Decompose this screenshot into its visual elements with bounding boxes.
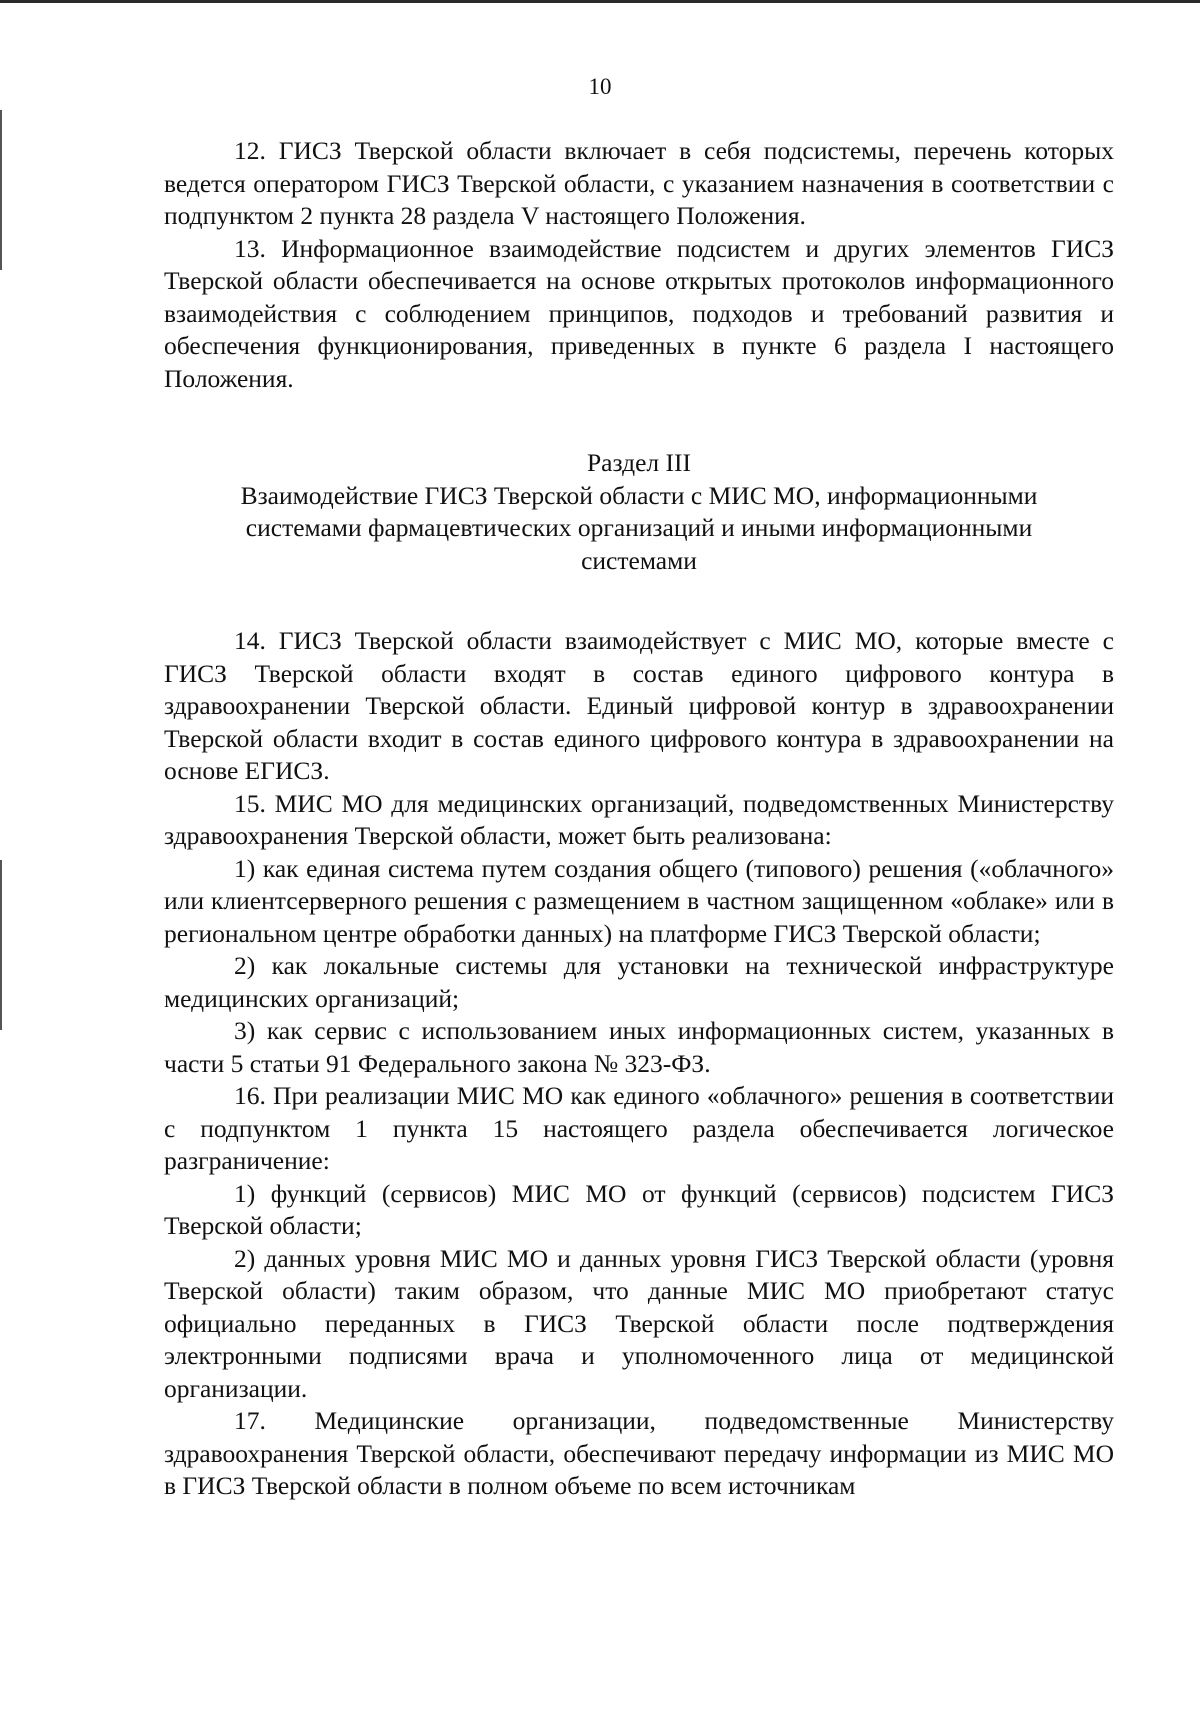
paragraph-15-item-3: 3) как сервис с использованием иных информационных систем, указанных в части 5 статьи 91 Федерального закона № 323-ФЗ.: [164, 1016, 1114, 1078]
paragraph-16-item-1: 1) функций (сервисов) МИС МО от функций (сервисов) подсистем ГИСЗ Тверской области;: [164, 1178, 1114, 1240]
paragraph-16: 16. При реализации МИС МО как единого «облачного» решения в соответствии с подпунктом 1 пункта 15 настоящего раздела обеспечивается логическое разграничение:: [164, 1081, 1114, 1175]
scan-border-left-lower: [0, 860, 2, 1030]
paragraph-12: 12. ГИСЗ Тверской области включает в себя подсистемы, перечень которых ведется оператором ГИСЗ Тверской области, с указанием назначения в соответствии с подпунктом 2 пункта 28 раздела V настоящего Положения.: [164, 136, 1114, 230]
paragraph-16-item-2: 2) данных уровня МИС МО и данных уровня ГИСЗ Тверской области (уровня Тверской области) таким образом, что данные МИС МО приобретают статус официально переданных в ГИСЗ Тверской области после подтверждения электронными подписями врача и уполномоченного лица от медицинской организации.: [164, 1243, 1114, 1403]
paragraph-15: 15. МИС МО для медицинских организаций, подведомственных Министерству здравоохранения Тверской области, может быть реализована:: [164, 788, 1114, 850]
paragraph-17: 17. Медицинские организации, подведомственные Министерству здравоохранения Тверской области, обеспечивают передачу информации из МИС МО в ГИСЗ Тверской области в полном объеме по всем источникам: [164, 1406, 1114, 1500]
document-body: [164, 135, 1114, 1503]
scan-border-top: [0, 0, 1200, 3]
section-title: Взаимодействие ГИСЗ Тверской области с МИС МО, информационными системами фармацевтических организаций и иными информационными системами: [240, 480, 1038, 575]
paragraph-15-item-1: 1) как единая система путем создания общего (типового) решения («облачного» или клиентсерверного решения с размещением в частном защищенном «облаке» или в региональном центре обработки данных) на платформе ГИСЗ Тверской области;: [164, 853, 1114, 948]
page-number: 10: [588, 74, 612, 99]
section-heading: [164, 447, 1114, 577]
paragraph-15-item-2: 2) как локальные системы для установки на технической инфраструктуре медицинских организаций;: [164, 951, 1114, 1013]
paragraph-13: 13. Информационное взаимодействие подсистем и других элементов ГИСЗ Тверской области обеспечивается на основе открытых протоколов информационного взаимодействия с соблюдением принципов, подходов и требований развития и обеспечения функционирования, приведенных в пункте 6 раздела I настоящего Положения.: [164, 233, 1114, 393]
scan-border-left: [0, 110, 2, 270]
section-label: Раздел III: [587, 448, 691, 477]
paragraph-14: 14. ГИСЗ Тверской области взаимодействует с МИС МО, которые вместе с ГИСЗ Тверской области входят в состав единого цифрового контура в здравоохранении Тверской области. Единый цифровой контур в здравоохранении Тверской области входит в состав единого цифрового контура в здравоохранении на основе ЕГИСЗ.: [164, 626, 1114, 785]
